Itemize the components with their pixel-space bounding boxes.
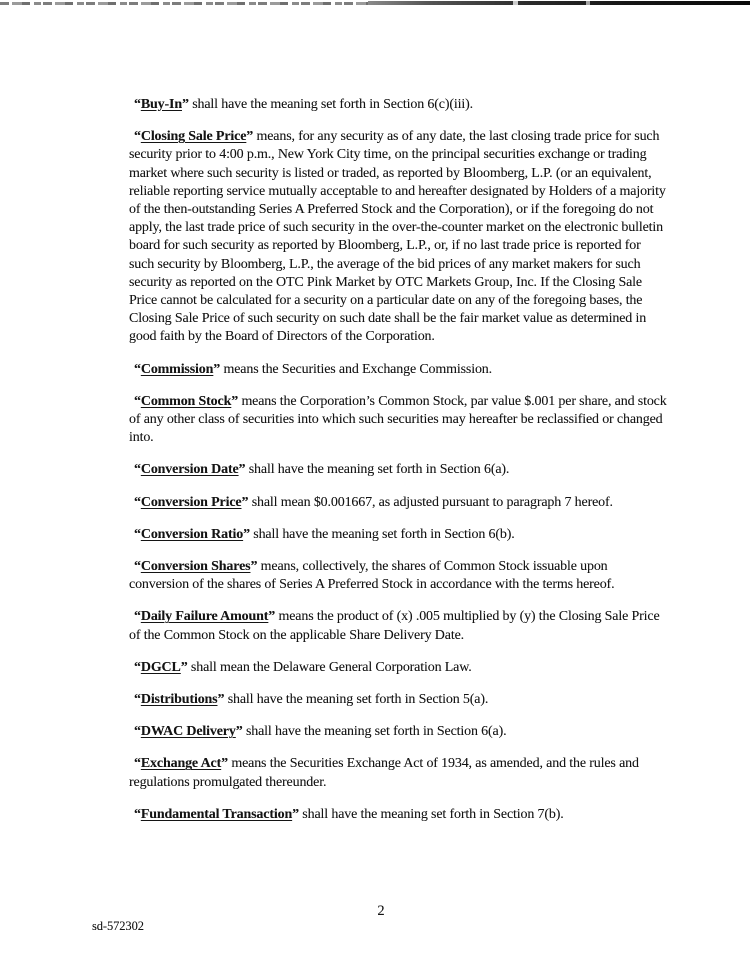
definition-buy-in (129, 96, 667, 114)
close-quote: ” (217, 692, 225, 708)
definition-text: shall have the meaning set forth in Section 6(b). (249, 526, 515, 542)
close-quote: ” (221, 756, 228, 772)
open-quote: “ (134, 659, 141, 675)
open-quote: “ (134, 129, 141, 145)
open-quote: “ (134, 609, 141, 625)
term-closing-sale-price: Closing Sale Price (140, 129, 247, 145)
page-number: 2 (377, 903, 385, 919)
definition-conversion-ratio (129, 526, 667, 544)
open-quote: “ (134, 559, 141, 575)
definition-distributions (129, 691, 667, 709)
open-quote: “ (134, 494, 141, 510)
definition-text: means the Securities and Exchange Commission. (220, 361, 493, 377)
close-quote: ” (241, 494, 249, 510)
definition-dwac-delivery (129, 723, 667, 741)
open-quote: “ (134, 97, 141, 112)
definition-daily-failure-amount (129, 608, 667, 644)
close-quote: ” (238, 462, 246, 478)
definition-closing-sale-price (129, 128, 667, 346)
scan-artifact-bar (368, 1, 750, 5)
term-commission: Commission (140, 361, 214, 377)
open-quote: “ (134, 724, 141, 740)
term-conversion-ratio: Conversion Ratio (140, 526, 244, 542)
close-quote: ” (250, 559, 258, 575)
open-quote: “ (134, 692, 141, 708)
definition-text: shall mean $0.001667, as adjusted pursuant to paragraph 7 hereof. (248, 494, 613, 510)
close-quote: ” (243, 526, 250, 542)
definition-conversion-date (129, 461, 667, 479)
term-conversion-price: Conversion Price (140, 494, 242, 510)
term-dgcl: DGCL (140, 659, 181, 675)
definition-text: means, collectively, the shares of Common Stock issuable upon conversion of the shares of Series A Preferred Stock in accordance with the terms hereof. (129, 559, 615, 593)
close-quote: ” (231, 393, 239, 409)
definition-conversion-shares (129, 558, 667, 594)
close-quote: ” (181, 97, 189, 112)
definition-fundamental-transaction (129, 806, 667, 824)
open-quote: “ (134, 526, 141, 542)
open-quote: “ (134, 393, 141, 409)
definition-common-stock (129, 393, 667, 448)
close-quote: ” (246, 129, 254, 145)
definition-text: shall have the meaning set forth in Section 6(a). (245, 462, 510, 478)
term-buy-in: Buy-In (140, 97, 182, 112)
definition-text: means the Securities Exchange Act of 1934, as amended, and the rules and regulations promulgated thereunder. (129, 756, 639, 790)
definition-text: means the Corporation’s Common Stock, par value $.001 per share, and stock of any other class of securities into which such securities may hereafter be reclassified or changed into. (129, 393, 667, 446)
scan-artifact-top-edge (0, 0, 750, 8)
term-daily-failure-amount: Daily Failure Amount (140, 609, 269, 625)
close-quote: ” (268, 609, 276, 625)
close-quote: ” (292, 806, 299, 822)
term-common-stock: Common Stock (140, 393, 232, 409)
definition-dgcl (129, 659, 667, 677)
term-exchange-act: Exchange Act (140, 756, 222, 772)
definition-text: shall have the meaning set forth in Section 6(a). (242, 724, 507, 740)
term-conversion-date: Conversion Date (140, 462, 239, 478)
definition-text: means the product of (x) .005 multiplied by (y) the Closing Sale Price of the Common Stock on the applicable Share Delivery Date. (129, 609, 660, 643)
term-distributions: Distributions (140, 692, 218, 708)
close-quote: ” (235, 724, 243, 740)
definition-text: shall mean the Delaware General Corporation Law. (187, 659, 472, 675)
open-quote: “ (134, 806, 141, 822)
term-dwac-delivery: DWAC Delivery (140, 724, 236, 740)
definition-conversion-price (129, 494, 667, 512)
close-quote: ” (180, 659, 188, 675)
open-quote: “ (134, 462, 141, 478)
definitions-list (129, 96, 667, 838)
document-id: sd-572302 (92, 919, 144, 933)
close-quote: ” (213, 361, 221, 377)
open-quote: “ (134, 361, 141, 377)
definition-commission (129, 361, 667, 379)
definition-text: shall have the meaning set forth in Section 7(b). (298, 806, 564, 822)
definition-exchange-act (129, 755, 667, 791)
open-quote: “ (134, 756, 141, 772)
definition-text: shall have the meaning set forth in Section 6(c)(iii). (188, 97, 473, 112)
term-conversion-shares: Conversion Shares (140, 559, 251, 575)
scan-artifact-dashes (0, 2, 368, 5)
definition-text: means, for any security as of any date, the last closing trade price for such security prior to 4:00 p.m., New York City time, on the principal securities exchange or trading market where such security is listed or traded, as reported by Bloomberg, L.P. (or an equivalent, reliable reporting service mutually acceptable to and hereafter designated by Holders of a majority of the then-outstanding Series A Preferred Stock and the Corporation), or if the foregoing do not apply, the last trade price of such security in the over-the-counter market on the electronic bulletin board for such security as reported by Bloomberg, L.P., or, if no last trade price is reported for such security by Bloomberg, L.P., the average of the bid prices of any market makers for such security as reported on the OTC Pink Market by OTC Markets Group, Inc. If the Closing Sale Price cannot be calculated for a security on a particular date on any of the foregoing bases, the Closing Sale Price of such security on such date shall be the fair market value as determined in good faith by the Board of Directors of the Corporation. (129, 129, 666, 345)
term-fundamental-transaction: Fundamental Transaction (140, 806, 293, 822)
definition-text: shall have the meaning set forth in Section 5(a). (224, 692, 489, 708)
